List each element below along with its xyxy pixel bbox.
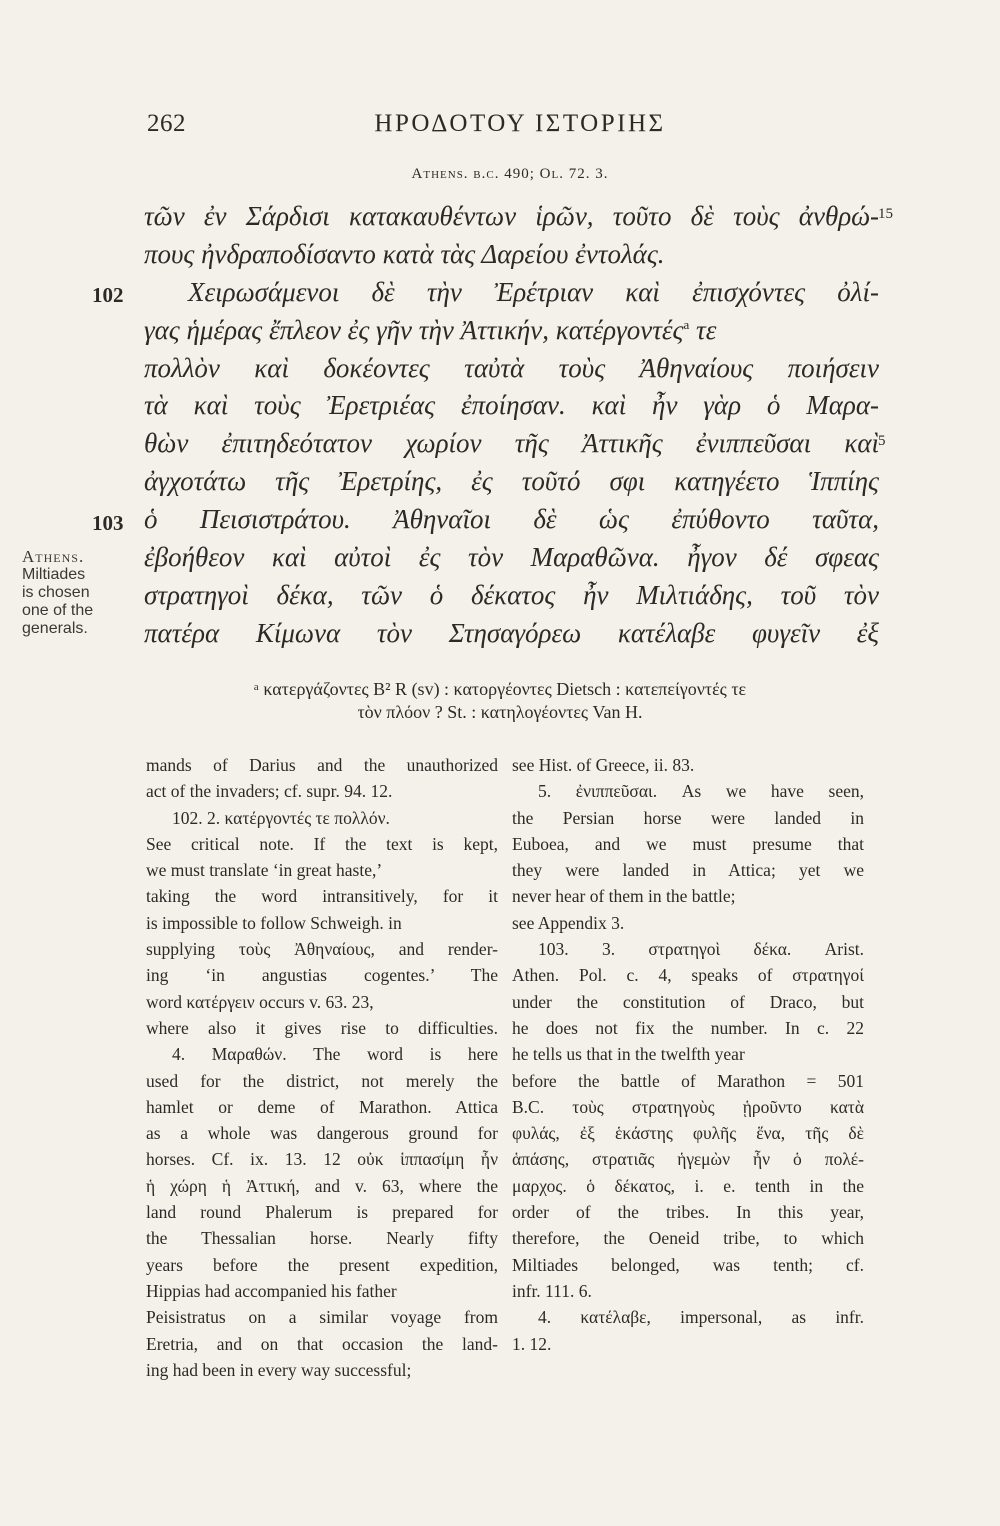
- commentary-line: he tells us that in the twelfth year: [512, 1044, 745, 1065]
- greek-line: ἐβοήθεον καὶ αὐτοὶ ἐς τὸν Μαραθῶνα. ἦγον δέ σφεας: [144, 542, 879, 573]
- chronology-text: Athens. b.c. 490; Ol. 72. 3.: [411, 166, 609, 182]
- line-number: 15: [878, 206, 893, 222]
- commentary-line: where also it gives rise to difficulties.: [146, 1017, 498, 1038]
- margin-note: [22, 548, 132, 638]
- commentary-line: ἡ χώρη ἡ Ἀττική, and v. 63, where the: [146, 1175, 498, 1196]
- apparatus-line: τὸν πλόον ? St. : κατηλογέοντες Van H.: [357, 702, 643, 722]
- commentary-line: word κατέργειν occurs v. 63. 23,: [146, 991, 374, 1012]
- margin-note-place: Athens.: [22, 547, 85, 566]
- commentary-line: taking the word intransitively, for it: [146, 886, 498, 907]
- commentary-line: the Thessalian horse. Nearly fifty: [146, 1228, 498, 1249]
- commentary-line: he does not fix the number. In c. 22: [512, 1017, 864, 1038]
- greek-word: τε: [696, 314, 717, 345]
- commentary-line: therefore, the Oeneid tribe, to which: [512, 1228, 864, 1249]
- commentary-line: order of the tribes. In this year,: [512, 1202, 864, 1223]
- greek-line: Χειρωσάμενοι δὲ τὴν Ἐρέτριαν καὶ ἐπισχόντες ὀλί-: [188, 276, 879, 307]
- commentary-line: we must translate ‘in great haste,’: [146, 860, 383, 881]
- page-header: [0, 106, 1000, 146]
- commentary-line: mands of Darius and the unauthorized: [146, 755, 498, 775]
- margin-note-line: is chosen: [22, 584, 90, 601]
- commentary-line: Euboea, and we must presume that: [512, 833, 864, 854]
- greek-text: [144, 198, 894, 653]
- footnote-marker: a: [683, 316, 690, 332]
- commentary-line: see Appendix 3.: [512, 912, 625, 933]
- commentary-line: Hippias had accompanied his father: [146, 1280, 397, 1301]
- commentary-line: Athen. Pol. c. 4, speaks of στρατηγοί: [512, 965, 864, 986]
- commentary-line: years before the present expedition,: [146, 1254, 498, 1275]
- section-number-102: 102: [92, 283, 124, 307]
- greek-line: ἀγχοτάτω τῆς Ἐρετρίης, ἐς τοῦτό σφι κατηγέετο Ἱππίης: [144, 466, 879, 497]
- commentary-line: Eretria, and on that occasion the land-: [146, 1333, 498, 1354]
- commentary-line: used for the district, not merely the: [146, 1070, 498, 1091]
- greek-line: τῶν ἐν Σάρδισι κατακαυθέντων ἱρῶν, τοῦτο δὲ τοὺς ἀνθρώ- 15: [144, 201, 893, 231]
- commentary-line: is impossible to follow Schweigh. in: [146, 912, 402, 933]
- margin-note-line: Miltiades: [22, 566, 86, 583]
- commentary-line: infr. 111. 6.: [512, 1280, 592, 1301]
- commentary-line: μαρχος. ὁ δέκατος, i. e. tenth in the: [512, 1175, 864, 1196]
- greek-line: ὁ Πεισιστράτου. Ἀθηναῖοι δὲ ὡς ἐπύθοντο ταῦτα,: [144, 504, 879, 535]
- commentary-right-column: [512, 752, 874, 1357]
- margin-note-line: generals.: [22, 620, 88, 637]
- commentary-line: hamlet or deme of Marathon. Attica: [146, 1096, 498, 1117]
- commentary-line: ing had been in every way successful;: [146, 1359, 412, 1380]
- greek-line: στρατηγοὶ δέκα, τῶν ὁ δέκατος ἦν Μιλτιάδης, τοῦ τὸν: [144, 579, 879, 610]
- commentary-line: Miltiades belonged, was tenth; cf.: [512, 1254, 864, 1275]
- commentary-lemma: 102. 2. κατέργοντές τε πολλόν.: [172, 807, 390, 828]
- greek-line: πολλὸν καὶ δοκέοντες ταὐτὰ τοὺς Ἀθηναίους ποιήσειν: [144, 352, 879, 383]
- commentary-line: ἁπάσης, στρατιᾶς ἡγεμὼν ἦν ὁ πολέ-: [512, 1149, 864, 1170]
- margin-note-line: one of the: [22, 602, 94, 619]
- commentary-line: B.C. τοὺς στρατηγοὺς ᾑροῦντο κατὰ: [512, 1096, 864, 1117]
- commentary-line: never hear of them in the battle;: [512, 886, 736, 907]
- commentary-line: ing ‘in angustias cogentes.’ The: [146, 965, 498, 986]
- critical-apparatus: [150, 678, 850, 724]
- commentary-lemma: 4. κατέλαβε, impersonal, as infr.: [538, 1307, 864, 1328]
- page-number: 262: [147, 110, 186, 137]
- running-title: ΗΡΟΔΟΤΟΥ ΙΣΤΟΡΙΗΣ: [374, 110, 666, 137]
- commentary-line: See critical note. If the text is kept,: [146, 833, 498, 854]
- line-number: 5: [878, 433, 886, 450]
- commentary-line: under the constitution of Draco, but: [512, 991, 864, 1012]
- commentary-lemma: 103. 3. στρατηγοὶ δέκα. Arist.: [538, 939, 864, 960]
- commentary-line: land round Phalerum is prepared for: [146, 1202, 498, 1223]
- section-number-103: 103: [92, 511, 124, 535]
- commentary-line: horses. Cf. ix. 13. 12 οὐκ ἱππασίμη ἦν: [146, 1149, 498, 1170]
- greek-line: πατέρα Κίμωνα τὸν Στησαγόρεω κατέλαβε φυγεῖν ἐξ: [144, 617, 879, 648]
- chronology-subheader: [0, 166, 1000, 183]
- commentary-line: before the battle of Marathon = 501: [512, 1070, 864, 1091]
- greek-line: πους ἠνδραποδίσαντο κατὰ τὰς Δαρείου ἐντολάς.: [144, 238, 665, 269]
- commentary-line: as a whole was dangerous ground for: [146, 1123, 498, 1144]
- commentary-line: 1. 12.: [512, 1333, 552, 1354]
- commentary-line: act of the invaders; cf. supr. 94. 12.: [146, 781, 393, 802]
- greek-line: τὰ καὶ τοὺς Ἐρετριέας ἐποίησαν. καὶ ἦν γὰρ ὁ Μαρα-: [144, 390, 879, 421]
- commentary-line: see Hist. of Greece, ii. 83.: [512, 755, 695, 775]
- commentary-line: Peisistratus on a similar voyage from: [146, 1307, 498, 1328]
- commentary-line: they were landed in Attica; yet we: [512, 860, 864, 881]
- commentary-lemma: 4. Μαραθών. The word is here: [172, 1044, 498, 1065]
- commentary-left-column: [146, 752, 508, 1383]
- greek-line: γας ἡμέρας ἔπλεον ἐς γῆν τὴν Ἀττικήν, κατέργοντές$^a$ τε: [144, 314, 717, 345]
- commentary-line: supplying τοὺς Ἀθηναίους, and render-: [146, 939, 498, 960]
- greek-line: θὼν ἐπιτηδεότατον χωρίον τῆς Ἀττικῆς ἐνιππεῦσαι καὶ 5: [144, 428, 886, 459]
- commentary-lemma: 5. ἐνιππεῦσαι. As we have seen,: [538, 781, 864, 802]
- apparatus-line: ᵃ κατεργάζοντες B² R (sv) : κατοργέοντες Dietsch : κατεπείγοντές τε: [253, 679, 747, 699]
- commentary-line: the Persian horse were landed in: [512, 807, 864, 828]
- commentary-line: φυλάς, ἐξ ἑκάστης φυλῆς ἕνα, τῆς δὲ: [512, 1123, 864, 1144]
